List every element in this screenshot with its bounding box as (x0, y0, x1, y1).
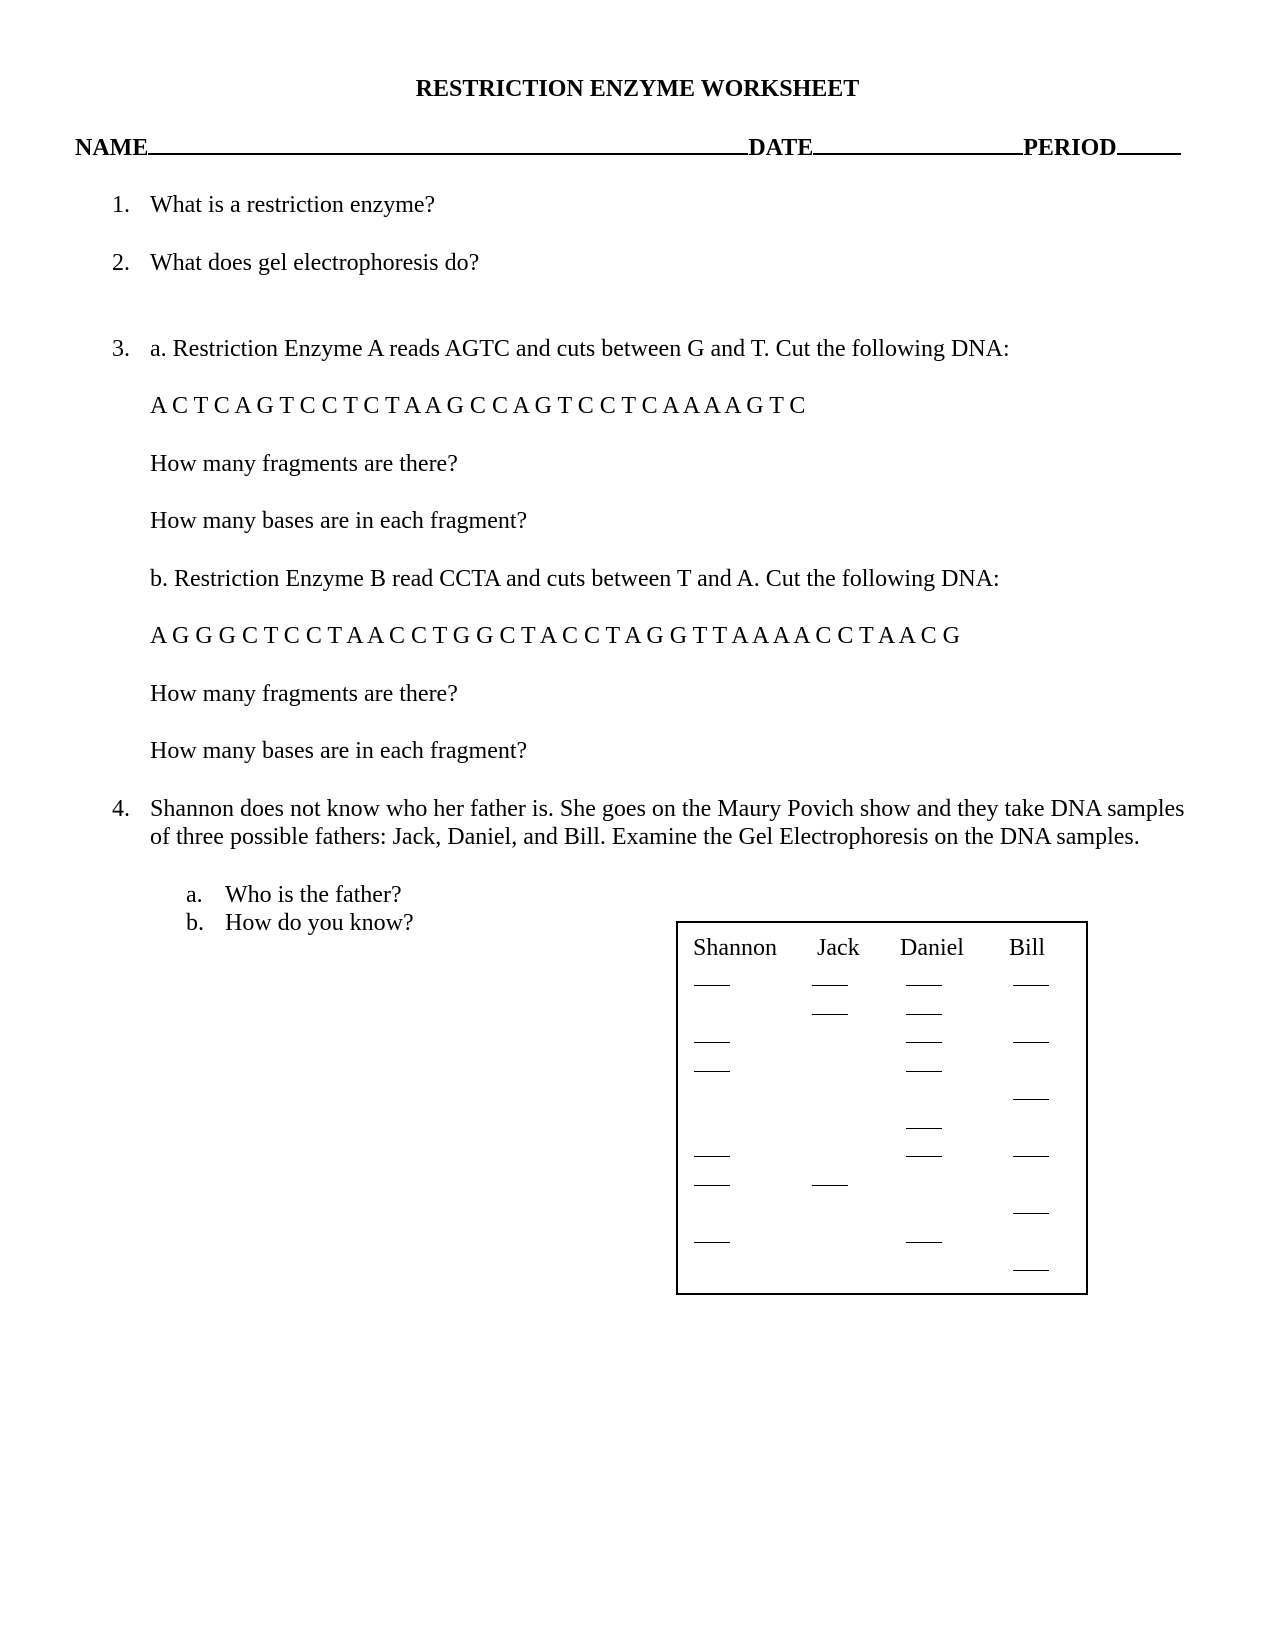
q4-number: 4. (112, 796, 130, 822)
gel-band-bill-3 (1013, 1042, 1049, 1043)
lane-label-daniel: Daniel (900, 935, 964, 961)
gel-band-shannon-1 (694, 985, 730, 986)
gel-band-daniel-4 (906, 1071, 942, 1072)
q3a-dna-sequence: A C T C A G T C C T C T A A G C C A G T C C T C A A A A G T C (150, 393, 806, 419)
gel-band-shannon-4 (694, 1071, 730, 1072)
gel-band-jack-8 (812, 1185, 848, 1186)
q4a-label: a. (186, 882, 203, 908)
gel-band-bill-11 (1013, 1270, 1049, 1271)
q4b-label: b. (186, 910, 204, 936)
q4-text: Shannon does not know who her father is. She goes on the Maury Povich show and they take DNA samples of three possible fathers: Jack, Daniel, and Bill. Examine the Gel Electrophoresis on the DNA samples. (150, 796, 1185, 850)
gel-band-bill-1 (1013, 985, 1049, 986)
period-label: PERIOD (1023, 135, 1117, 161)
worksheet-title: RESTRICTION ENZYME WORKSHEET (415, 76, 860, 102)
lane-label-jack: Jack (817, 935, 860, 961)
gel-band-daniel-2 (906, 1014, 942, 1015)
date-label: DATE (748, 135, 814, 161)
gel-band-daniel-3 (906, 1042, 942, 1043)
header-line (75, 133, 1181, 160)
gel-band-shannon-3 (694, 1042, 730, 1043)
gel-band-jack-2 (812, 1014, 848, 1015)
gel-band-shannon-8 (694, 1185, 730, 1186)
period-blank[interactable] (1117, 133, 1181, 155)
q3b-text: b. Restriction Enzyme B read CCTA and cuts between T and A. Cut the following DNA: (150, 566, 1000, 592)
q2-text: What does gel electrophoresis do? (150, 250, 480, 276)
date-blank[interactable] (813, 133, 1023, 155)
q2-number: 2. (112, 250, 130, 276)
q1-number: 1. (112, 192, 130, 218)
gel-band-daniel-6 (906, 1128, 942, 1129)
gel-band-jack-1 (812, 985, 848, 986)
gel-band-shannon-10 (694, 1242, 730, 1243)
name-label: NAME (75, 135, 149, 161)
name-blank[interactable] (148, 133, 748, 155)
gel-band-bill-7 (1013, 1156, 1049, 1157)
q4b-text: How do you know? (225, 910, 414, 936)
gel-band-shannon-7 (694, 1156, 730, 1157)
gel-band-daniel-10 (906, 1242, 942, 1243)
lane-label-shannon: Shannon (693, 935, 777, 961)
lane-label-bill: Bill (1009, 935, 1046, 961)
gel-band-daniel-7 (906, 1156, 942, 1157)
gel-band-bill-5 (1013, 1099, 1049, 1100)
gel-band-daniel-1 (906, 985, 942, 986)
q1-text: What is a restriction enzyme? (150, 192, 436, 218)
gel-electrophoresis-diagram (676, 921, 1088, 1295)
q3b-fragments-question: How many fragments are there? (150, 681, 458, 707)
q3a-fragments-question: How many fragments are there? (150, 451, 458, 477)
q3a-bases-question: How many bases are in each fragment? (150, 508, 528, 534)
q3b-bases-question: How many bases are in each fragment? (150, 738, 528, 764)
q3a-text: a. Restriction Enzyme A reads AGTC and cuts between G and T. Cut the following DNA: (150, 336, 1010, 362)
q3-number: 3. (112, 336, 130, 362)
gel-band-bill-9 (1013, 1213, 1049, 1214)
q4a-text: Who is the father? (225, 882, 402, 908)
q3b-dna-sequence: A G G G C T C C T A A C C T G G C T A C C T A G G T T A A A A C C T A A C G (150, 623, 960, 649)
